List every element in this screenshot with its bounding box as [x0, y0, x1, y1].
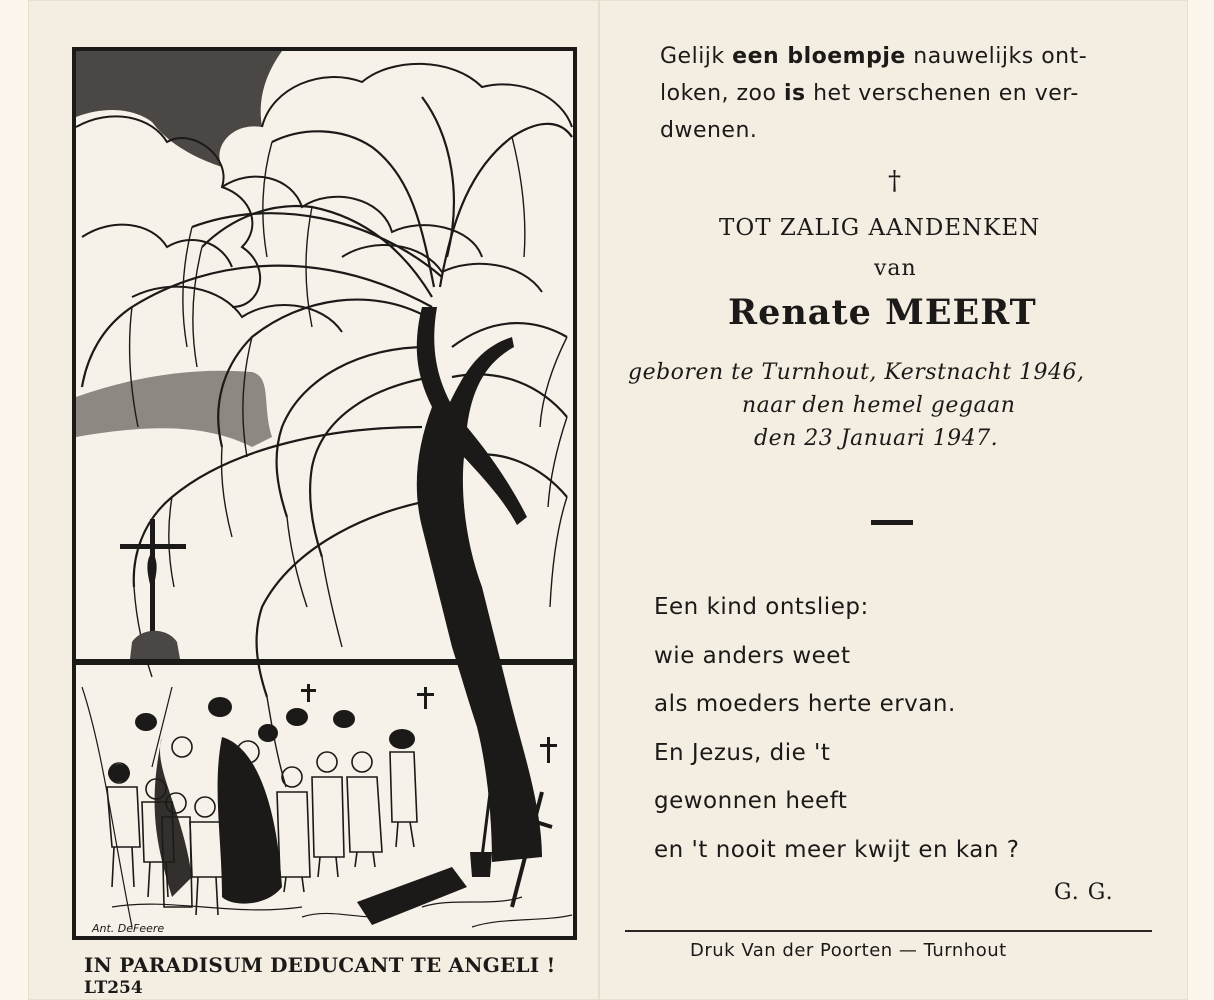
separator-dash — [871, 520, 913, 525]
printer-credit: Druk Van der Poorten — Turnhout — [690, 940, 1007, 961]
cross-symbol: † — [888, 166, 901, 196]
intro-line-2: loken, zoo is het verschenen en ver- — [660, 81, 1079, 106]
reference-code: LT254 — [84, 978, 143, 998]
artist-signature: Ant. DeFeere — [92, 922, 165, 935]
poem — [654, 583, 1020, 874]
footer-rule — [625, 930, 1152, 932]
birth-line: geboren te Turnhout, Kerstnacht 1946, — [628, 360, 1085, 385]
poem-line: als moeders herte ervan. — [654, 691, 956, 717]
poem-line: gewonnen heeft — [654, 788, 848, 814]
death-line-2: den 23 Januari 1947. — [754, 426, 999, 451]
intro-verse — [660, 38, 1170, 149]
poem-line: wie anders weet — [654, 642, 851, 669]
poem-line: Een kind ontsliep: — [654, 594, 869, 620]
death-line-1: naar den hemel gegaan — [742, 393, 1016, 418]
intro-line-3: dwenen. — [660, 118, 758, 143]
poem-line: En Jezus, die 't — [654, 739, 831, 766]
memorial-heading: TOT ZALIG AANDENKEN — [719, 215, 1041, 241]
poem-signature: G. G. — [1054, 880, 1114, 905]
deceased-name: Renate MEERT — [728, 292, 1037, 333]
poem-line: en 't nooit meer kwijt en kan ? — [654, 836, 1020, 863]
card-fold — [598, 0, 600, 1000]
intro-line-1: Gelijk een bloempje nauwelijks ont- — [660, 44, 1088, 69]
van-label: van — [874, 256, 917, 281]
latin-caption: IN PARADISUM DEDUCANT TE ANGELI ! — [84, 953, 556, 977]
funeral-illustration — [72, 47, 577, 940]
